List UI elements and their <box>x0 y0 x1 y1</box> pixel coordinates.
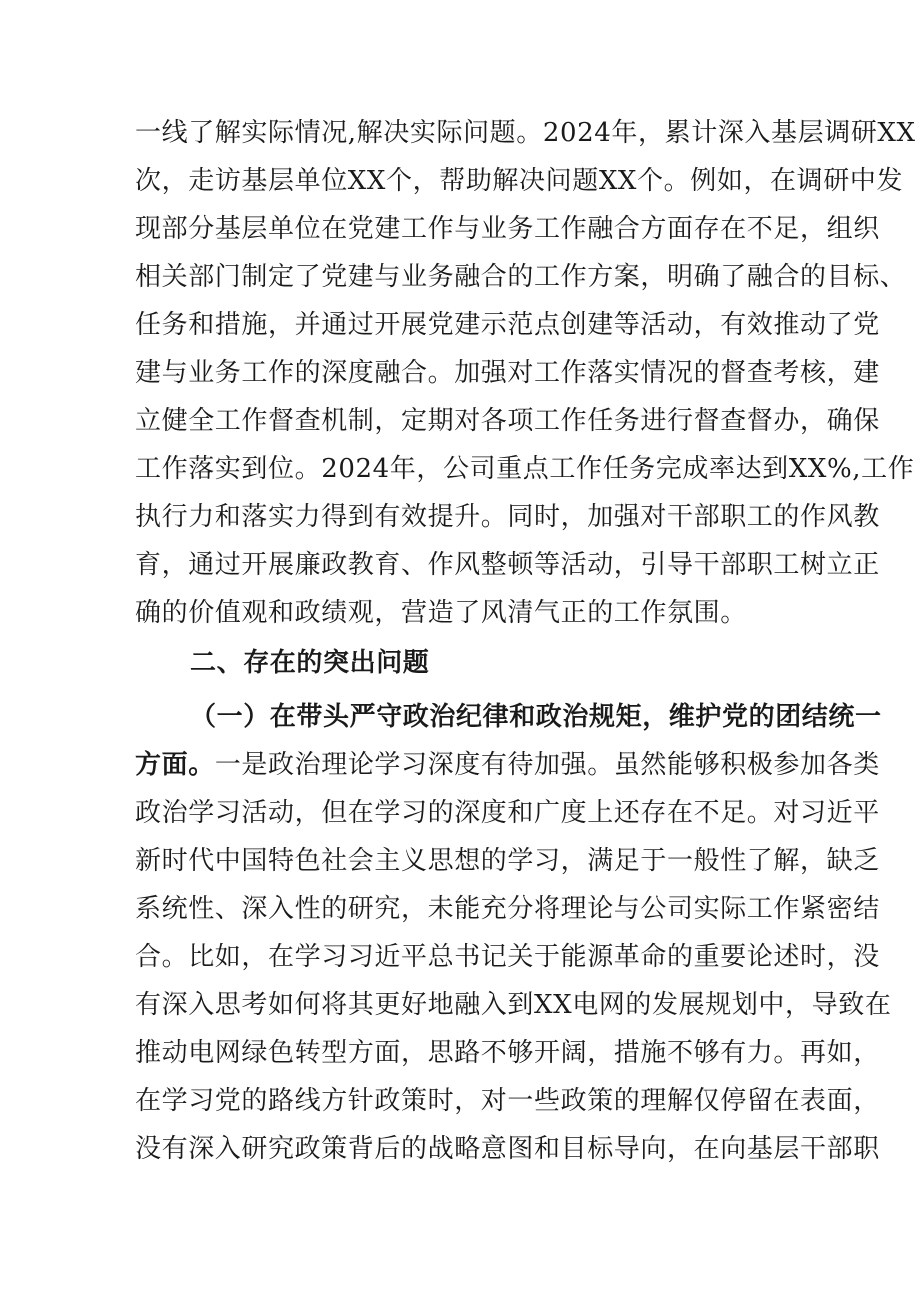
paragraph-line: 现部分基层单位在党建工作与业务工作融合方面存在不足，组织 <box>135 214 880 244</box>
paragraph-line: 新时代中国特色社会主义思想的学习，满足于一般性了解，缺乏 <box>135 846 880 876</box>
subsection-heading: （一）在带头严守政治纪律和政治规矩，维护党的团结统一 <box>190 702 882 732</box>
paragraph-line: 立健全工作督查机制，定期对各项工作任务进行督查督办，确保 <box>135 406 880 436</box>
paragraph-line: 次，走访基层单位XX个，帮助解决问题XX个。例如，在调研中发 <box>135 166 904 196</box>
paragraph-line: 育，通过开展廉政教育、作风整顿等活动，引导干部职工树立正 <box>135 550 880 580</box>
paragraph-line: 在学习党的路线方针政策时，对一些政策的理解仅停留在表面， <box>135 1086 880 1116</box>
paragraph-line: 任务和措施，并通过开展党建示范点创建等活动，有效推动了党 <box>135 310 880 340</box>
paragraph-line: 合。比如，在学习习近平总书记关于能源革命的重要论述时，没 <box>135 942 880 972</box>
subsection-intro-text: 一是政治理论学习深度有待加强。虽然能够积极参加各类 <box>214 750 880 780</box>
paragraph-line: 有深入思考如何将其更好地融入到XX电网的发展规划中，导致在 <box>135 990 892 1020</box>
paragraph-line: 执行力和落实力得到有效提升。同时，加强对干部职工的作风教 <box>135 502 880 532</box>
paragraph-line: 建与业务工作的深度融合。加强对工作落实情况的督查考核，建 <box>135 358 880 388</box>
paragraph-line: 系统性、深入性的研究，未能充分将理论与公司实际工作紧密结 <box>135 894 880 924</box>
paragraph-line: 工作落实到位。2024年，公司重点工作任务完成率达到XX%,工作 <box>135 454 915 484</box>
paragraph-line: 确的价值观和政绩观，营造了风清气正的工作氛围。 <box>135 598 747 628</box>
section-heading: 二、存在的突出问题 <box>190 648 430 678</box>
paragraph-line: 推动电网绿色转型方面，思路不够开阔，措施不够有力。再如， <box>135 1038 880 1068</box>
subsection-intro-line <box>135 748 880 782</box>
paragraph-line: 相关部门制定了党建与业务融合的工作方案，明确了融合的目标、 <box>135 262 907 292</box>
paragraph-line: 政治学习活动，但在学习的深度和广度上还存在不足。对习近平 <box>135 798 880 828</box>
paragraph-line: 一线了解实际情况,解决实际问题。2024年，累计深入基层调研XX <box>135 118 916 148</box>
paragraph-line: 没有深入研究政策背后的战略意图和目标导向，在向基层干部职 <box>135 1134 880 1164</box>
subsection-heading-tail: 方面。 <box>135 750 215 780</box>
